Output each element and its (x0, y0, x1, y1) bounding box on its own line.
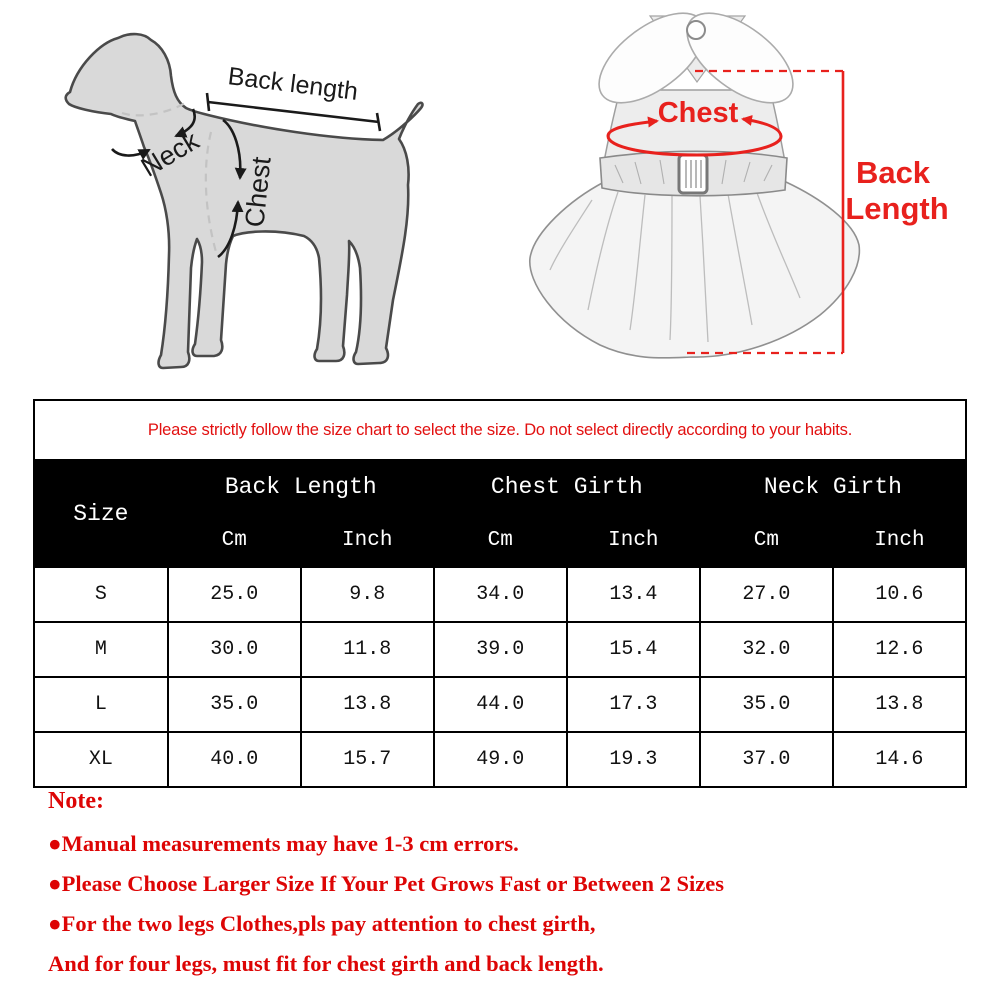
table-cell: 40.0 (168, 732, 301, 787)
note-line-measurement-errors: ●Manual measurements may have 1-3 cm errors. (48, 831, 519, 856)
table-cell: 10.6 (833, 567, 966, 622)
belt-buckle (679, 155, 707, 193)
unit-header: Cm (434, 513, 567, 567)
table-cell: 39.0 (434, 622, 567, 677)
chest-girth-group-header: Chest Girth (434, 460, 700, 513)
table-warning-text: Please strictly follow the size chart to select the size. Do not select directly according to your habits. (34, 400, 966, 460)
table-cell: 25.0 (168, 567, 301, 622)
size-cell: XL (34, 732, 168, 787)
table-cell: 35.0 (168, 677, 301, 732)
table-cell: 13.4 (567, 567, 700, 622)
table-row-size-l (34, 677, 966, 732)
dog-neck-label: Neck (135, 125, 205, 183)
dress-length-label: Length (845, 191, 949, 226)
back-length-group-header: Back Length (168, 460, 434, 513)
size-cell: S (34, 567, 168, 622)
table-cell: 17.3 (567, 677, 700, 732)
table-group-header-row (34, 460, 966, 513)
notes-title: Note: (48, 788, 104, 814)
dress-back-label: Back (855, 155, 931, 190)
table-cell: 34.0 (434, 567, 567, 622)
size-column-header: Size (34, 460, 168, 567)
dress-chest-label: Chest (657, 97, 739, 129)
table-cell: 44.0 (434, 677, 567, 732)
size-table (33, 399, 967, 788)
table-warning-row (34, 400, 966, 460)
table-cell: 15.4 (567, 622, 700, 677)
table-cell: 15.7 (301, 732, 434, 787)
notes-section (48, 788, 724, 991)
table-cell: 49.0 (434, 732, 567, 787)
table-cell: 19.3 (567, 732, 700, 787)
table-cell: 37.0 (700, 732, 833, 787)
note-line-choose-larger-size: ●Please Choose Larger Size If Your Pet Grows Fast or Between 2 Sizes (48, 871, 724, 896)
unit-header: Inch (567, 513, 700, 567)
table-row-size-s (34, 567, 966, 622)
note-line-four-legs: And for four legs, must fit for chest girth and back length. (48, 951, 604, 976)
table-cell: 11.8 (301, 622, 434, 677)
table-cell: 9.8 (301, 567, 434, 622)
table-cell: 14.6 (833, 732, 966, 787)
note-line-two-legs: ●For the two legs Clothes,pls pay attention to chest girth, (48, 911, 596, 936)
size-cell: M (34, 622, 168, 677)
unit-header: Inch (833, 513, 966, 567)
collar-button (687, 21, 705, 39)
unit-header: Inch (301, 513, 434, 567)
neck-girth-group-header: Neck Girth (700, 460, 966, 513)
table-row-size-m (34, 622, 966, 677)
dog-measurement-diagram (20, 0, 460, 390)
table-cell: 13.8 (301, 677, 434, 732)
table-cell: 30.0 (168, 622, 301, 677)
unit-header: Cm (700, 513, 833, 567)
table-cell: 32.0 (700, 622, 833, 677)
table-cell: 27.0 (700, 567, 833, 622)
size-cell: L (34, 677, 168, 732)
table-cell: 13.8 (833, 677, 966, 732)
dog-back-length-label: Back length (226, 62, 360, 106)
table-cell: 12.6 (833, 622, 966, 677)
table-row-size-xl (34, 732, 966, 787)
unit-header: Cm (168, 513, 301, 567)
dress-skirt (530, 182, 860, 358)
dress-measurement-diagram (500, 0, 1000, 390)
table-cell: 35.0 (700, 677, 833, 732)
dog-chest-label: Chest (239, 155, 277, 229)
table-unit-header-row (34, 513, 966, 567)
